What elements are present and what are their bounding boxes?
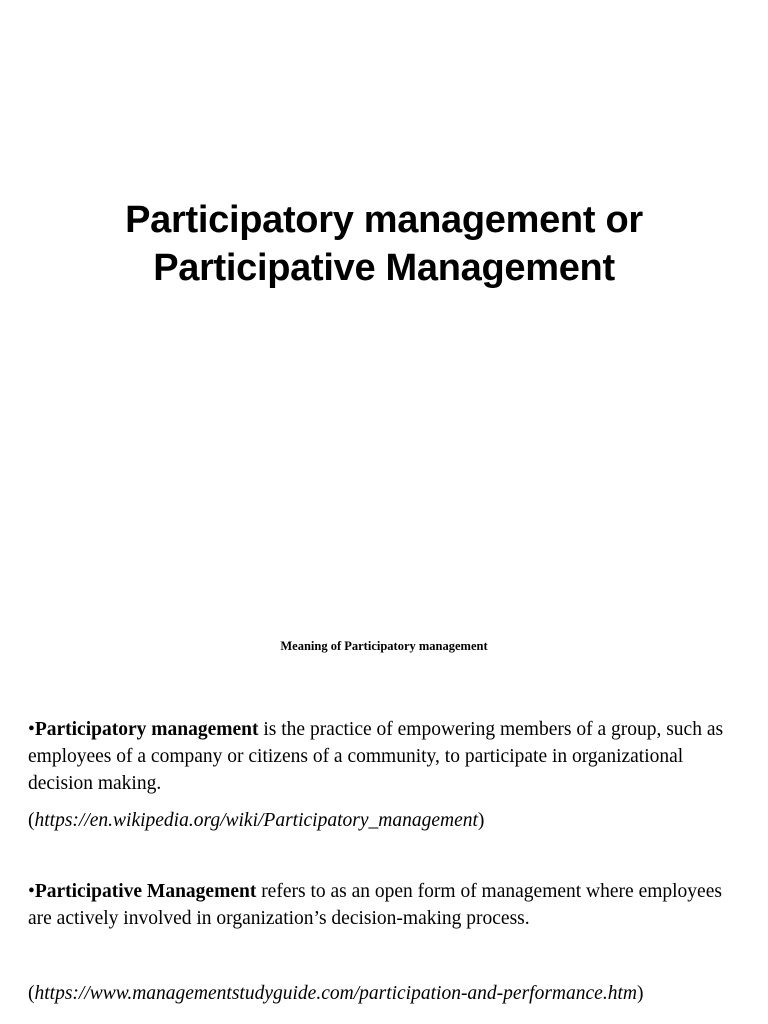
- paren-close: ): [477, 810, 485, 831]
- slide-title: [0, 196, 768, 292]
- paren-open: (: [28, 983, 35, 1004]
- bullet: •: [28, 881, 35, 902]
- source-link-wikipedia[interactable]: https://en.wikipedia.org/wiki/Participatory_management: [34, 810, 478, 831]
- source-citation-wikipedia: [28, 807, 728, 834]
- paren-close: ): [636, 983, 644, 1004]
- source-citation-managementstudyguide: [28, 980, 768, 1007]
- definition-participatory: [28, 716, 728, 797]
- definition-text: refers to as an open form of management where employees are actively involved in organization’s decision-making process.: [28, 881, 722, 929]
- slide-title-line-2: Participative Management: [153, 247, 615, 289]
- slide-subtitle: Meaning of Participatory management: [280, 639, 488, 653]
- slide-title-line-1: Participatory management or: [125, 199, 643, 241]
- paren-open: (: [28, 810, 35, 831]
- definition-text: is the practice of empowering members of a group, such as employees of a company or citizens of a community, to participate in organizational decision making.: [28, 719, 724, 794]
- source-link-managementstudyguide[interactable]: https://www.managementstudyguide.com/participation-and-performance.htm: [34, 983, 637, 1004]
- definition-participative: [28, 878, 728, 932]
- term-participatory-management: Participatory management: [34, 719, 259, 740]
- term-participative-management: Participative Management: [34, 881, 257, 902]
- bullet: •: [28, 719, 35, 740]
